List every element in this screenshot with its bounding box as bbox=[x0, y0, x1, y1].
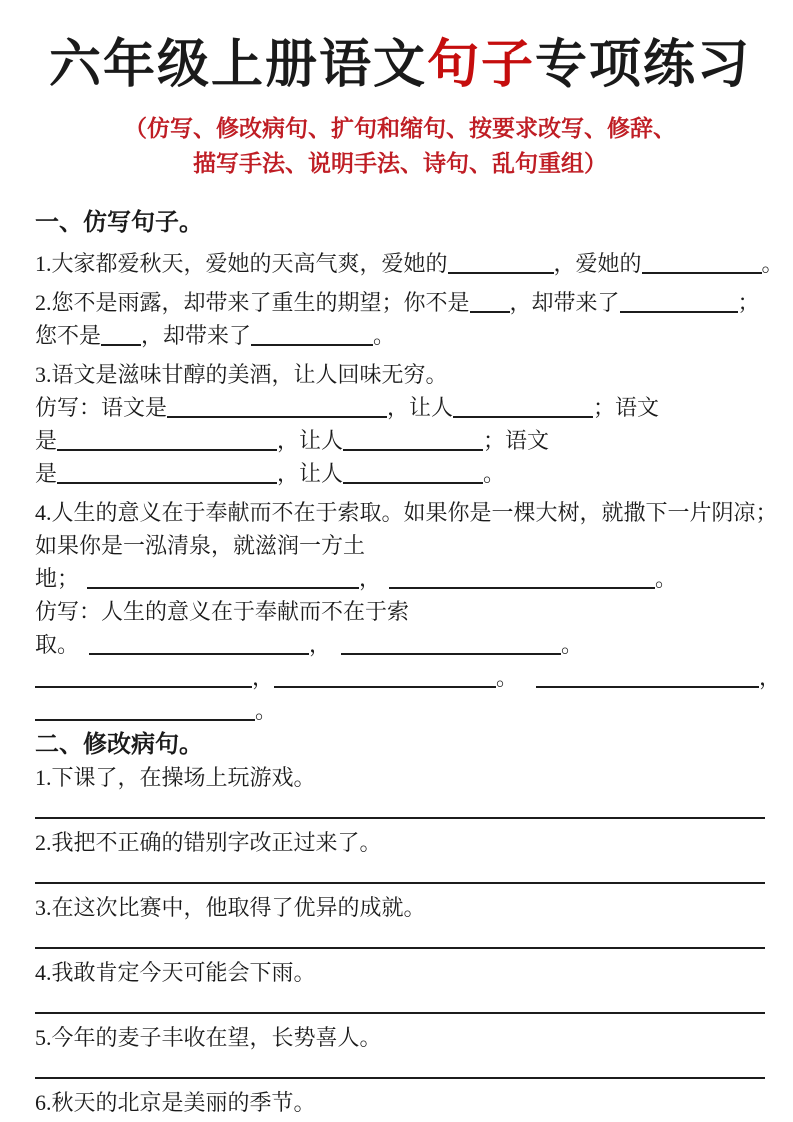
line-text: 地； bbox=[35, 566, 80, 591]
answer-blank bbox=[470, 295, 510, 313]
line-text: 4.人生的意义在于奉献而不在于索取。如果你是一棵大树，就撒下一片阴凉； bbox=[35, 500, 778, 525]
answer-blank bbox=[35, 670, 252, 688]
line-text: ； bbox=[737, 290, 760, 315]
worksheet-line bbox=[35, 457, 765, 490]
section1-body bbox=[35, 247, 784, 727]
answer-line bbox=[35, 988, 765, 1014]
line-text: 如果你是一泓清泉，就滋润一方土 bbox=[35, 533, 366, 558]
spacer bbox=[518, 684, 536, 685]
answer-blank bbox=[89, 637, 309, 655]
answer-blank bbox=[251, 328, 373, 346]
answer-line bbox=[35, 858, 765, 884]
answer-blank bbox=[57, 433, 277, 451]
subtitle-line-2: 描写手法、说明手法、诗句、乱句重组） bbox=[193, 151, 607, 176]
answer-blank bbox=[536, 670, 759, 688]
answer-blank bbox=[642, 256, 762, 274]
line-text: 。 bbox=[561, 632, 584, 657]
worksheet-line bbox=[35, 319, 765, 352]
section2-body bbox=[35, 763, 765, 1118]
line-text: 是 bbox=[35, 461, 58, 486]
line-text: 。 bbox=[655, 566, 678, 591]
spacer bbox=[381, 585, 389, 586]
worksheet-line bbox=[35, 595, 765, 628]
spacer bbox=[79, 651, 89, 652]
answer-blank bbox=[343, 466, 483, 484]
line-text: ；语文 bbox=[483, 428, 550, 453]
line-text: 。 bbox=[373, 323, 396, 348]
worksheet-line bbox=[35, 247, 784, 280]
line-text: ， bbox=[252, 665, 275, 690]
worksheet-line bbox=[35, 529, 765, 562]
answer-blank bbox=[57, 466, 277, 484]
answer-line bbox=[35, 923, 765, 949]
answer-blank bbox=[101, 328, 141, 346]
spacer bbox=[331, 651, 341, 652]
question-text: 6.秋天的北京是美丽的季节。 bbox=[35, 1090, 316, 1115]
line-text: 。 bbox=[483, 461, 506, 486]
line-text: ；语文 bbox=[593, 395, 660, 420]
worksheet-line bbox=[35, 661, 782, 694]
line-text: 1.大家都爱秋天，爱她的天高气爽，爱她的 bbox=[35, 251, 448, 276]
question-text: 4.我敢肯定今天可能会下雨。 bbox=[35, 960, 316, 985]
answer-blank bbox=[448, 256, 554, 274]
worksheet-line bbox=[35, 562, 765, 595]
grammar-question-item bbox=[35, 1088, 765, 1118]
line-text: ，让人 bbox=[277, 428, 344, 453]
worksheet-line bbox=[35, 496, 778, 529]
answer-blank bbox=[389, 571, 655, 589]
title-suffix: 专项练习 bbox=[535, 37, 752, 94]
line-text: 您不是 bbox=[35, 323, 102, 348]
line-text: 仿写：人生的意义在于奉献而不在于索 bbox=[35, 599, 410, 624]
worksheet-line bbox=[35, 358, 765, 391]
line-text: ， bbox=[309, 632, 332, 657]
line-text: 。 bbox=[255, 698, 278, 723]
worksheet-line bbox=[35, 424, 765, 457]
subtitle-line-1: （仿写、修改病句、扩句和缩句、按要求改写、修辞、 bbox=[124, 116, 676, 141]
question-text: 2.我把不正确的错别字改正过来了。 bbox=[35, 830, 382, 855]
answer-blank bbox=[620, 295, 738, 313]
worksheet-line bbox=[35, 694, 765, 727]
line-text: 3.语文是滋味甘醇的美酒，让人回味无穷。 bbox=[35, 362, 448, 387]
question-text: 5.今年的麦子丰收在望，长势喜人。 bbox=[35, 1025, 382, 1050]
line-text: 。 bbox=[761, 251, 784, 276]
title-prefix: 六年级上册语文 bbox=[48, 37, 427, 94]
section2-heading: 二、修改病句。 bbox=[35, 732, 203, 758]
line-text: ， bbox=[359, 566, 382, 591]
answer-blank bbox=[35, 703, 255, 721]
line-text: ，却带来了 bbox=[141, 323, 252, 348]
page-title bbox=[35, 22, 765, 97]
answer-line bbox=[35, 793, 765, 819]
answer-line bbox=[35, 1053, 765, 1079]
line-text: ，却带来了 bbox=[509, 290, 620, 315]
line-text: 2.您不是雨露，却带来了重生的期望；你不是 bbox=[35, 290, 470, 315]
worksheet-line bbox=[35, 628, 765, 661]
answer-blank bbox=[343, 433, 483, 451]
line-text: 。 bbox=[496, 665, 519, 690]
answer-blank bbox=[87, 571, 359, 589]
grammar-question-item bbox=[35, 893, 765, 949]
worksheet-line bbox=[35, 286, 765, 319]
answer-blank bbox=[274, 670, 496, 688]
answer-blank bbox=[341, 637, 561, 655]
answer-blank bbox=[453, 400, 593, 418]
line-text: ， bbox=[759, 665, 782, 690]
answer-blank bbox=[167, 400, 387, 418]
worksheet-line bbox=[35, 391, 765, 424]
title-highlight: 句子 bbox=[426, 37, 535, 94]
grammar-question-item bbox=[35, 958, 765, 1014]
grammar-question-item bbox=[35, 763, 765, 819]
question-text: 3.在这次比赛中，他取得了优异的成就。 bbox=[35, 895, 426, 920]
line-text: ，让人 bbox=[277, 461, 344, 486]
question-text: 1.下课了，在操场上玩游戏。 bbox=[35, 765, 316, 790]
line-text: 取。 bbox=[35, 632, 80, 657]
line-text: 仿写：语文是 bbox=[35, 395, 168, 420]
grammar-question-item bbox=[35, 828, 765, 884]
line-text: ，让人 bbox=[387, 395, 454, 420]
section1-heading: 一、仿写句子。 bbox=[35, 210, 203, 236]
subtitle bbox=[35, 111, 765, 181]
spacer bbox=[79, 585, 87, 586]
line-text: ，爱她的 bbox=[553, 251, 642, 276]
grammar-question-item bbox=[35, 1023, 765, 1079]
line-text: 是 bbox=[35, 428, 58, 453]
